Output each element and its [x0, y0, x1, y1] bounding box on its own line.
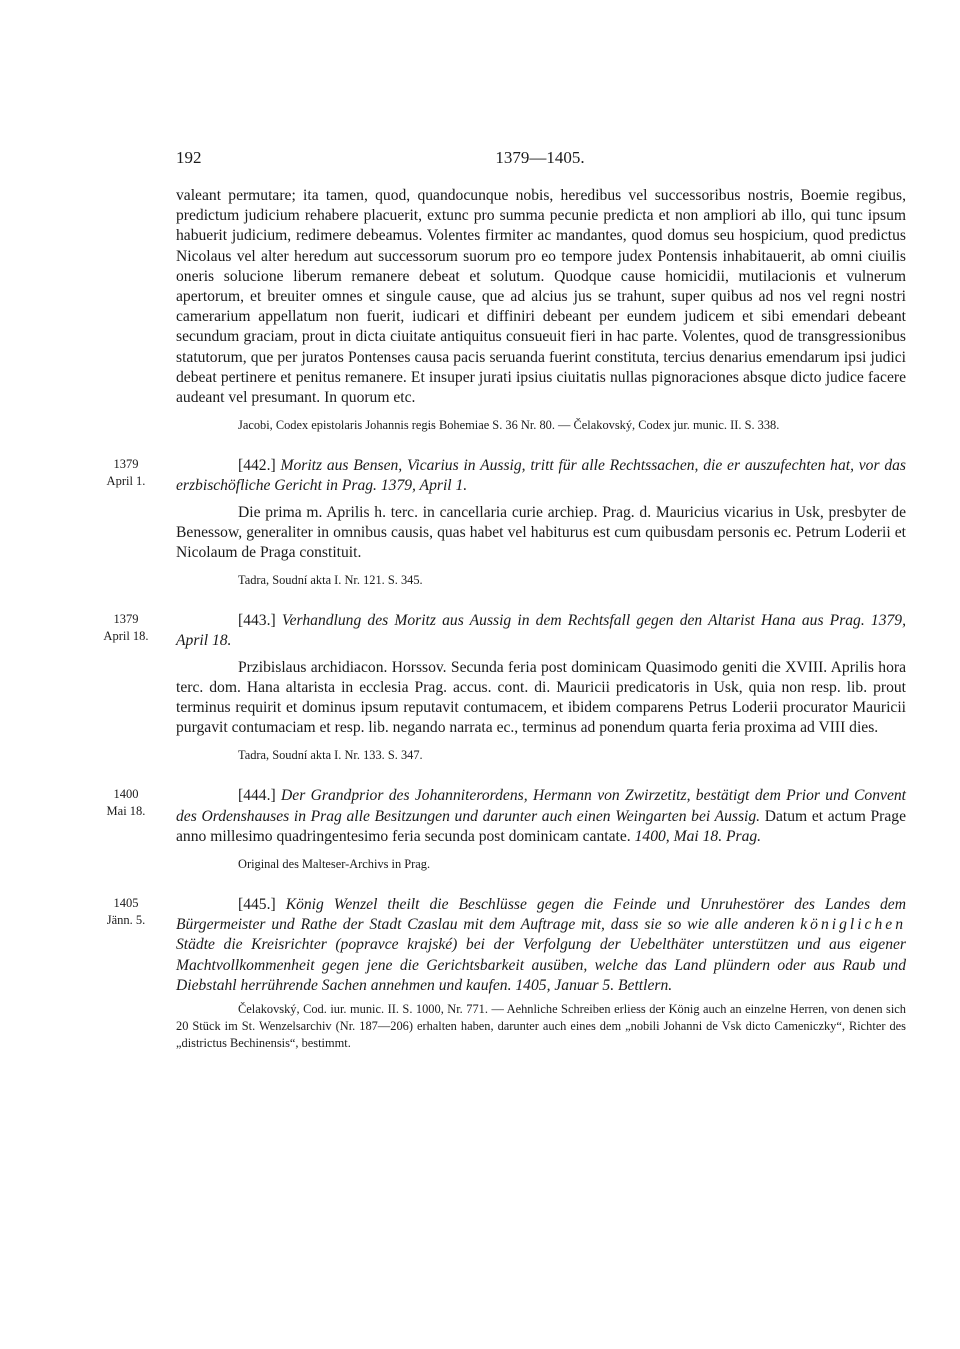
entry-text: Przibislaus archidiacon. Horssov. Secunda feria post dominicam Quasimodo geniti die XVIII. Aprilis hora terc. dom. Hana altarista in ecclesia Prag. accus. cont. di. Mauricii predicatoris in Usk, quia non resp. lib. prout terminus requirit et dominus ipsum reputavit contumacem, et ibidem comparens Petrus Loderii procurator Mauricii purgavit contumaciam et resp. lib. negando narrata ec., terminus ad ponendum quarta feria proxima ad VIII dies. — [176, 658, 906, 737]
margin-year: 1379 — [113, 612, 139, 627]
margin-date — [98, 895, 154, 929]
intro-source: Jacobi, Codex epistolaris Johannis regis Bohemiae S. 36 Nr. 80. — Čelakovský, Codex jur. munic. II. S. 338. — [238, 418, 780, 433]
intro-text: valeant permutare; ita tamen, quod, quandocunque nobis, heredibus vel successoribus nostris, Boemie regibus, predictum judicium rehabere placuerit, extunc pro summa pecunie predicta et non ampliori ab illo, qui tunc ipsum habuerit judicium, redimere debeamus. Volentes firmiter ac mandantes, quod domus seu hospicium, quod predictus Nicolaus vel alter heredum aut successorum suorum pro eo tempore judex Pontensis inhabitauerit, ab omni ciuilis oneris solucione liberum remanere debeat et solutum. Quodque cause homicidii, mutilacionis et vulnerum apertorum, et breuiter omnes et singule cause, que ad alcius jus se trahunt, super quibus ad nos vel regni nostri camerarium appellatum non fuerit, iudicari et diffiniri debeant per eundem judicem et sibi emendari debeant secundum graciam, prout in dicta ciuitate antiquitus consueuit fieri in hac parte. Volentes, quod de transgressionibus statutorum, que per juratos Pontenses causa pacis seruanda fuerint constituta, tercius denarius emendarum ipsi judici debeat pertinere et penitus remanere. Et insuper jurati ipsius ciuitatis nullas pignoraciones absque dicto judice facere audeant vel presumant. In quorum etc. — [176, 187, 906, 407]
margin-day: Jänn. 5. — [106, 913, 146, 928]
page-header — [176, 148, 904, 170]
entry-number: [445.] — [238, 896, 276, 914]
entry-source: Original des Malteser-Archivs in Prag. — [238, 857, 431, 872]
entry-445 — [106, 895, 906, 1052]
entry-source: Tadra, Soudní akta I. Nr. 121. S. 345. — [238, 573, 423, 588]
entry-heading-text-b: Städte die Kreisrichter (popravce krajské) bei der Verfolgung der Uebelthäter unterstützen und aus eigener Machtvollkommenheit gegen jene die Gerichtsbarkeit ausüben, welche das Land plündern oder aus Raub und Diebstahl herrührende Sachen annehmen und kaufen. 1405, Januar 5. Bettlern. — [176, 936, 906, 994]
entry-number: [444.] — [238, 787, 276, 805]
entry-number: [442.] — [238, 457, 276, 475]
margin-day: Mai 18. — [106, 804, 146, 819]
page-number: 192 — [176, 148, 202, 167]
entry-heading-spaced: königlichen — [800, 916, 906, 934]
entry-443 — [103, 611, 906, 764]
entry-heading-text-a: König Wenzel theilt die Beschlüsse gegen die Feinde und Unruhestörer des Landes dem Bürgermeister und Rathe der Stadt Czaslau mit dem Auftrage mit, dass sie so wie alle anderen — [176, 896, 906, 934]
page-body — [103, 186, 906, 1052]
entry-number: [443.] — [238, 612, 276, 630]
margin-date — [98, 786, 154, 820]
margin-date — [98, 456, 154, 490]
entry-heading-text: Moritz aus Bensen, Vicarius in Aussig, tritt für alle Rechtssachen, die er auszufechten hat, vor das erzbischöfliche Gericht in Prag. 1379, April 1. — [176, 457, 906, 495]
entry-source: Čelakovský, Cod. iur. munic. II. S. 1000, Nr. 771. — Aehnliche Schreiben erliess der König auch an einzelne Herren, von denen sich 20 Stück im St. Wenzelsarchiv (Nr. 187—206) erhalten haben, darunter auch eines dem „nobili Johanni de Vsk dicto Cameniczky“, Richter des „districtus Bechinensis“, bestimmt. — [176, 1002, 906, 1051]
entry-heading — [176, 611, 906, 651]
entry-442 — [106, 456, 906, 589]
margin-day: April 1. — [106, 474, 146, 489]
entry-text: Die prima m. Aprilis h. terc. in cancellaria curie archiep. Prag. d. Mauricius vicarius in Usk, presbyter de Benessow, generaliter in omnibus causis, quas habet vel habiturus est cum quibusdam personis ec. Petrum Loderii et Nicolaum de Praga constituit. — [176, 503, 906, 562]
margin-year: 1405 — [113, 896, 139, 911]
entry-heading — [176, 786, 906, 847]
margin-date — [98, 611, 154, 645]
margin-year: 1400 — [113, 787, 139, 802]
entry-444 — [106, 786, 906, 873]
entry-heading-text: Der Grandprior des Johanniterordens, Hermann von Zwirzetitz, bestätigt dem Prior und Convent des Ordenshauses in Prag alle Besitzungen und darunter auch einen Weingarten bei Aussig. — [176, 787, 906, 825]
entry-heading-date: 1400, Mai 18. Prag. — [634, 827, 762, 845]
entry-heading — [176, 895, 906, 996]
margin-year: 1379 — [113, 457, 139, 472]
entry-heading-plain: Datum et actum Prage anno millesimo quadringentesimo feria secunda post dominicam cantate. — [176, 807, 906, 845]
margin-day: April 18. — [103, 629, 149, 644]
entry-source: Tadra, Soudní akta I. Nr. 133. S. 347. — [238, 748, 423, 763]
running-title: 1379—1405. — [495, 148, 585, 167]
entry-heading-text: Verhandlung des Moritz aus Aussig in dem Rechtsfall gegen den Altarist Hana aus Prag. 1379, April 18. — [176, 612, 906, 650]
entry-heading — [176, 456, 906, 496]
